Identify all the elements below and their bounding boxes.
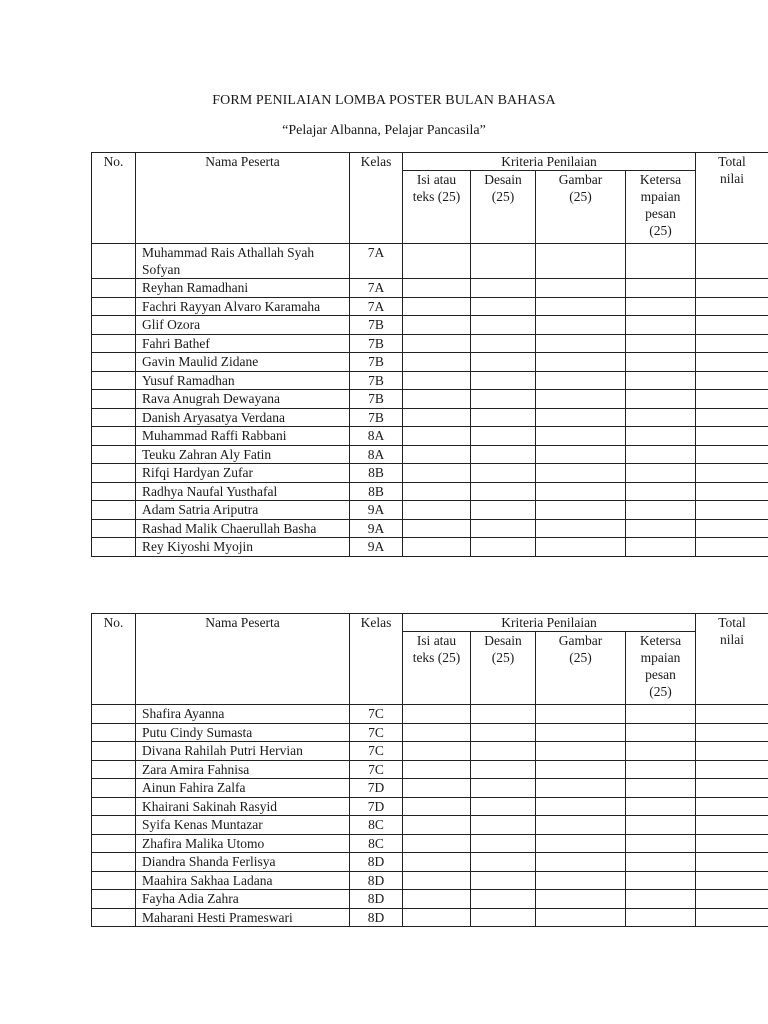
table-row [92,445,768,464]
score-gambar-cell [536,501,626,520]
participant-name: Rava Anugrah Dewayana [136,390,350,409]
no-cell [92,316,136,335]
score-ketersampaian-cell [626,445,696,464]
score-gambar-cell [536,779,626,798]
participant-class: 7D [350,797,403,816]
participant-class: 8C [350,834,403,853]
score-isi-cell [403,760,471,779]
score-isi-cell [403,390,471,409]
total-score-cell [696,797,768,816]
score-isi-cell [403,371,471,390]
score-ketersampaian-cell [626,427,696,446]
score-ketersampaian-cell [626,853,696,872]
participant-name: Shafira Ayanna [136,705,350,724]
score-ketersampaian-cell [626,519,696,538]
score-desain-cell [471,779,536,798]
total-score-cell [696,853,768,872]
no-cell [92,871,136,890]
score-ketersampaian-cell [626,244,696,279]
participant-name: Rey Kiyoshi Myojin [136,538,350,557]
score-gambar-cell [536,797,626,816]
total-score-cell [696,279,768,298]
no-cell [92,908,136,927]
table-row [92,871,768,890]
score-gambar-cell [536,371,626,390]
table-row [92,427,768,446]
participant-class: 7C [350,723,403,742]
participant-class: 7B [350,371,403,390]
participant-name: Fachri Rayyan Alvaro Karamaha [136,297,350,316]
participant-name: Glif Ozora [136,316,350,335]
participant-class: 8C [350,816,403,835]
total-score-cell [696,464,768,483]
participant-name: Zara Amira Fahnisa [136,760,350,779]
participant-name: Teuku Zahran Aly Fatin [136,445,350,464]
header-no: No. [92,614,136,705]
score-desain-cell [471,519,536,538]
score-ketersampaian-cell [626,353,696,372]
no-cell [92,390,136,409]
score-ketersampaian-cell [626,705,696,724]
score-isi-cell [403,908,471,927]
header-kelas: Kelas [350,614,403,705]
score-gambar-cell [536,445,626,464]
score-desain-cell [471,908,536,927]
score-gambar-cell [536,482,626,501]
score-ketersampaian-cell [626,538,696,557]
score-isi-cell [403,279,471,298]
table-row [92,908,768,927]
score-ketersampaian-cell [626,279,696,298]
no-cell [92,427,136,446]
score-gambar-cell [536,705,626,724]
participant-class: 9A [350,519,403,538]
header-isi-teks: Isi atau teks (25) [403,171,471,244]
score-ketersampaian-cell [626,464,696,483]
score-desain-cell [471,538,536,557]
no-cell [92,890,136,909]
form-subtitle: “Pelajar Albanna, Pelajar Pancasila” [282,123,486,138]
score-isi-cell [403,244,471,279]
score-gambar-cell [536,742,626,761]
score-gambar-cell [536,853,626,872]
score-gambar-cell [536,908,626,927]
score-ketersampaian-cell [626,408,696,427]
score-ketersampaian-cell [626,742,696,761]
header-ketersampaian-pesan: Ketersa mpaian pesan (25) [626,632,696,705]
header-gambar: Gambar (25) [536,171,626,244]
score-desain-cell [471,464,536,483]
table-row [92,538,768,557]
total-score-cell [696,779,768,798]
participant-name: Divana Rahilah Putri Hervian [136,742,350,761]
header-desain: Desain (25) [471,171,536,244]
table-row [92,482,768,501]
table-row [92,760,768,779]
score-gambar-cell [536,834,626,853]
table-row [92,742,768,761]
header-total-nilai: Total nilai [696,614,768,705]
participant-class: 7A [350,297,403,316]
header-ketersampaian-pesan: Ketersa mpaian pesan (25) [626,171,696,244]
total-score-cell [696,371,768,390]
header-total-nilai: Total nilai [696,153,768,244]
score-ketersampaian-cell [626,723,696,742]
total-score-cell [696,427,768,446]
no-cell [92,538,136,557]
no-cell [92,816,136,835]
score-isi-cell [403,464,471,483]
score-ketersampaian-cell [626,908,696,927]
table-row [92,390,768,409]
no-cell [92,779,136,798]
score-gambar-cell [536,464,626,483]
table-row [92,316,768,335]
score-ketersampaian-cell [626,834,696,853]
score-isi-cell [403,297,471,316]
table-2-body [92,705,768,927]
no-cell [92,244,136,279]
total-score-cell [696,334,768,353]
total-score-cell [696,908,768,927]
no-cell [92,353,136,372]
score-ketersampaian-cell [626,779,696,798]
score-desain-cell [471,705,536,724]
score-desain-cell [471,742,536,761]
participant-class: 7C [350,760,403,779]
no-cell [92,334,136,353]
score-desain-cell [471,501,536,520]
score-desain-cell [471,482,536,501]
total-score-cell [696,834,768,853]
header-no: No. [92,153,136,244]
no-cell [92,723,136,742]
participant-name: Rashad Malik Chaerullah Basha [136,519,350,538]
score-isi-cell [403,723,471,742]
score-desain-cell [471,890,536,909]
score-gambar-cell [536,279,626,298]
no-cell [92,279,136,298]
participant-class: 8D [350,853,403,872]
participant-class: 7B [350,334,403,353]
score-table-1 [91,152,768,557]
total-score-cell [696,760,768,779]
total-score-cell [696,723,768,742]
score-isi-cell [403,705,471,724]
score-isi-cell [403,816,471,835]
score-ketersampaian-cell [626,371,696,390]
table-row [92,723,768,742]
participant-name: Rifqi Hardyan Zufar [136,464,350,483]
score-desain-cell [471,816,536,835]
score-isi-cell [403,408,471,427]
total-score-cell [696,297,768,316]
table-row [92,353,768,372]
total-score-cell [696,519,768,538]
score-ketersampaian-cell [626,482,696,501]
no-cell [92,445,136,464]
score-table-2 [91,613,768,927]
participant-name: Diandra Shanda Ferlisya [136,853,350,872]
header-nama-peserta: Nama Peserta [136,153,350,244]
score-desain-cell [471,353,536,372]
no-cell [92,834,136,853]
no-cell [92,408,136,427]
header-gambar: Gambar (25) [536,632,626,705]
table-row [92,501,768,520]
score-ketersampaian-cell [626,316,696,335]
table-row [92,816,768,835]
total-score-cell [696,816,768,835]
participant-class: 7C [350,742,403,761]
participant-class: 8D [350,890,403,909]
score-isi-cell [403,538,471,557]
participant-class: 7C [350,705,403,724]
score-gambar-cell [536,760,626,779]
form-title: FORM PENILAIAN LOMBA POSTER BULAN BAHASA [212,93,556,108]
total-score-cell [696,482,768,501]
score-isi-cell [403,779,471,798]
score-gambar-cell [536,244,626,279]
score-desain-cell [471,797,536,816]
score-ketersampaian-cell [626,297,696,316]
no-cell [92,501,136,520]
score-ketersampaian-cell [626,501,696,520]
participant-name: Gavin Maulid Zidane [136,353,350,372]
participant-name: Zhafira Malika Utomo [136,834,350,853]
table-row [92,779,768,798]
score-gambar-cell [536,723,626,742]
total-score-cell [696,445,768,464]
score-gambar-cell [536,390,626,409]
participant-class: 7D [350,779,403,798]
header-nama-peserta: Nama Peserta [136,614,350,705]
table-row [92,334,768,353]
no-cell [92,482,136,501]
score-desain-cell [471,853,536,872]
no-cell [92,297,136,316]
header-kelas: Kelas [350,153,403,244]
score-desain-cell [471,871,536,890]
participant-name: Adam Satria Ariputra [136,501,350,520]
score-ketersampaian-cell [626,390,696,409]
score-isi-cell [403,501,471,520]
participant-class: 8D [350,871,403,890]
table-row [92,464,768,483]
score-desain-cell [471,390,536,409]
participant-class: 7A [350,244,403,279]
score-isi-cell [403,334,471,353]
no-cell [92,371,136,390]
score-desain-cell [471,371,536,390]
total-score-cell [696,501,768,520]
score-ketersampaian-cell [626,797,696,816]
total-score-cell [696,742,768,761]
score-isi-cell [403,482,471,501]
score-isi-cell [403,353,471,372]
score-desain-cell [471,316,536,335]
table-row [92,797,768,816]
participant-name: Khairani Sakinah Rasyid [136,797,350,816]
table-row [92,279,768,298]
score-isi-cell [403,871,471,890]
total-score-cell [696,871,768,890]
score-isi-cell [403,797,471,816]
score-ketersampaian-cell [626,890,696,909]
total-score-cell [696,705,768,724]
participant-name: Radhya Naufal Yusthafal [136,482,350,501]
header-isi-teks: Isi atau teks (25) [403,632,471,705]
score-isi-cell [403,427,471,446]
score-ketersampaian-cell [626,760,696,779]
score-ketersampaian-cell [626,871,696,890]
participant-class: 7B [350,353,403,372]
no-cell [92,797,136,816]
table-row [92,705,768,724]
participant-name: Muhammad Rais Athallah Syah Sofyan [136,244,350,279]
score-isi-cell [403,519,471,538]
score-ketersampaian-cell [626,816,696,835]
score-desain-cell [471,760,536,779]
participant-name: Syifa Kenas Muntazar [136,816,350,835]
participant-class: 7B [350,316,403,335]
score-desain-cell [471,244,536,279]
score-isi-cell [403,853,471,872]
score-isi-cell [403,890,471,909]
no-cell [92,742,136,761]
participant-name: Reyhan Ramadhani [136,279,350,298]
total-score-cell [696,390,768,409]
score-desain-cell [471,427,536,446]
score-gambar-cell [536,427,626,446]
participant-name: Yusuf Ramadhan [136,371,350,390]
table-row [92,408,768,427]
participant-class: 8B [350,482,403,501]
score-gambar-cell [536,519,626,538]
participant-class: 8A [350,427,403,446]
participant-name: Danish Aryasatya Verdana [136,408,350,427]
participant-name: Fayha Adia Zahra [136,890,350,909]
total-score-cell [696,890,768,909]
score-ketersampaian-cell [626,334,696,353]
score-isi-cell [403,316,471,335]
score-desain-cell [471,334,536,353]
participant-class: 8A [350,445,403,464]
participant-name: Fahri Bathef [136,334,350,353]
no-cell [92,464,136,483]
score-gambar-cell [536,316,626,335]
header-kriteria-penilaian: Kriteria Penilaian [403,614,696,632]
header-desain: Desain (25) [471,632,536,705]
participant-name: Ainun Fahira Zalfa [136,779,350,798]
table-row [92,834,768,853]
score-desain-cell [471,408,536,427]
total-score-cell [696,316,768,335]
participant-class: 8B [350,464,403,483]
score-desain-cell [471,445,536,464]
no-cell [92,705,136,724]
score-gambar-cell [536,816,626,835]
score-isi-cell [403,445,471,464]
score-isi-cell [403,834,471,853]
participant-class: 9A [350,501,403,520]
participant-class: 7A [350,279,403,298]
no-cell [92,760,136,779]
score-gambar-cell [536,408,626,427]
score-gambar-cell [536,334,626,353]
participant-name: Maharani Hesti Prameswari [136,908,350,927]
participant-class: 8D [350,908,403,927]
score-gambar-cell [536,353,626,372]
no-cell [92,519,136,538]
score-desain-cell [471,834,536,853]
table-row [92,519,768,538]
participant-class: 7B [350,408,403,427]
table-row [92,244,768,279]
table-row [92,853,768,872]
score-gambar-cell [536,890,626,909]
table-1-body [92,244,768,557]
score-gambar-cell [536,871,626,890]
table-row [92,890,768,909]
participant-class: 9A [350,538,403,557]
participant-name: Maahira Sakhaa Ladana [136,871,350,890]
participant-name: Muhammad Raffi Rabbani [136,427,350,446]
score-gambar-cell [536,538,626,557]
table-row [92,371,768,390]
header-kriteria-penilaian: Kriteria Penilaian [403,153,696,171]
total-score-cell [696,538,768,557]
score-isi-cell [403,742,471,761]
score-desain-cell [471,297,536,316]
score-gambar-cell [536,297,626,316]
total-score-cell [696,353,768,372]
participant-class: 7B [350,390,403,409]
table-row [92,297,768,316]
total-score-cell [696,244,768,279]
score-desain-cell [471,723,536,742]
score-desain-cell [471,279,536,298]
no-cell [92,853,136,872]
participant-name: Putu Cindy Sumasta [136,723,350,742]
total-score-cell [696,408,768,427]
